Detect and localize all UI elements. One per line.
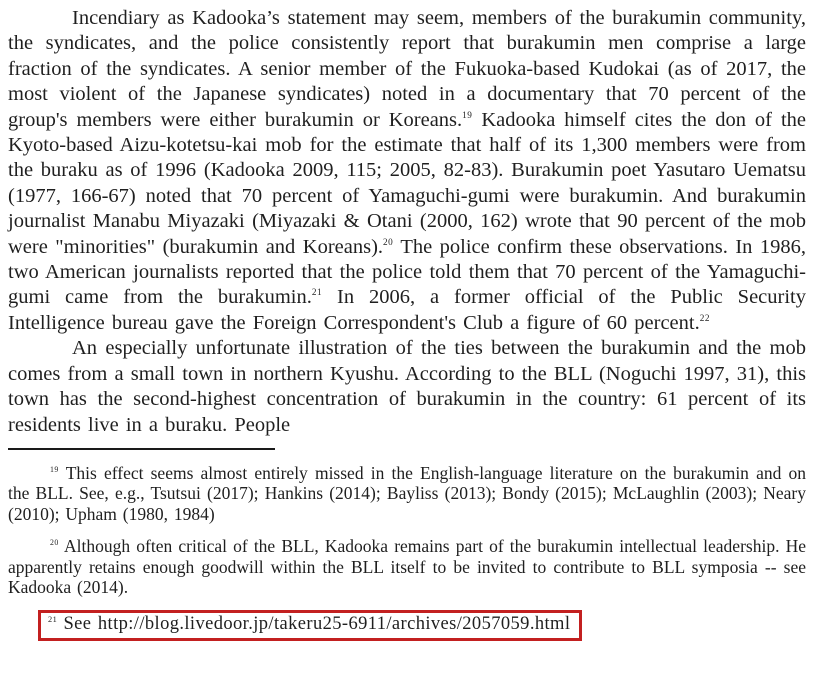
highlight-box — [38, 610, 582, 641]
footnote-21 — [8, 610, 806, 641]
footnote-text: Although often critical of the BLL, Kadooka remains part of the burakumin intellectual leadership. He apparently retains enough goodwill within the BLL itself to be invited to contribute to BLL symposia -- see Kadooka (2014). — [8, 536, 806, 598]
footnote-20 — [8, 536, 806, 598]
paragraph-2: An especially unfortunate illustration of the ties between the burakumin and the mob comes from a small town in northern Kyushu. According to the BLL (Noguchi 1997, 31), this town has the second-highest concentration of burakumin in the country: 61 percent of its residents live in a buraku. People — [8, 337, 806, 436]
footnote-marker: 20 — [50, 538, 59, 548]
footnote-reference: 20 — [383, 236, 394, 247]
footnote-separator — [8, 448, 275, 450]
footnotes-section — [8, 463, 806, 641]
footnote-url-text[interactable]: See http://blog.livedoor.jp/takeru25-6911/archives/2057059.html — [63, 613, 571, 634]
body-text — [8, 6, 806, 438]
footnote-marker: 21 — [48, 614, 58, 624]
footnote-text: This effect seems almost entirely missed in the English-language literature on the burakumin and on the BLL. See, e.g., Tsutsui (2017); Hankins (2014); Bayliss (2013); Bondy (2015); McLaughlin (2003); Neary (2010); Upham (1980, 1984) — [8, 462, 807, 524]
footnote-reference: 22 — [699, 313, 710, 324]
footnote-reference: 21 — [311, 287, 323, 298]
paragraph-1: Incendiary as Kadooka’s statement may seem, members of the burakumin community, the syndicates, and the police consistently report that burakumin men comprise a large fraction of the syndicates. A senior member of the Fukuoka-based Kudokai (as of 2017, the most violent of the Japanese syndicates) noted in a documentary that 70 percent of the group's members were either burakumin or Koreans.$^{19}$ Kadooka himself cites the don of the Kyoto-based Aizu-kotetsu-kai mob for the estimate that half of its 1,300 members were from the buraku as of 1996 (Kadooka 2009, 115; 2005, 82-83). Burakumin poet Yasutaro Uematsu (1977, 166-67) noted that 70 percent of Yamaguchi-gumi were burakumin. And burakumin journalist Manabu Miyazaki (Miyazaki & Otani (2000, 162) wrote that 90 percent of the mob were "minorities" (burakumin and Koreans).$^{20}$ The police confirm these observations. In 1986, two American journalists reported that the police told them that 70 percent of the Yamaguchi-gumi came from the burakumin.$^{21}$ In 2006, a former official of the Public Security Intelligence bureau gave the Foreign Correspondent's Club a figure of 60 percent.$^{22}$ — [8, 7, 806, 334]
footnote-marker: 19 — [50, 465, 59, 475]
footnote-19 — [8, 463, 806, 525]
footnote-reference: 19 — [462, 109, 473, 120]
